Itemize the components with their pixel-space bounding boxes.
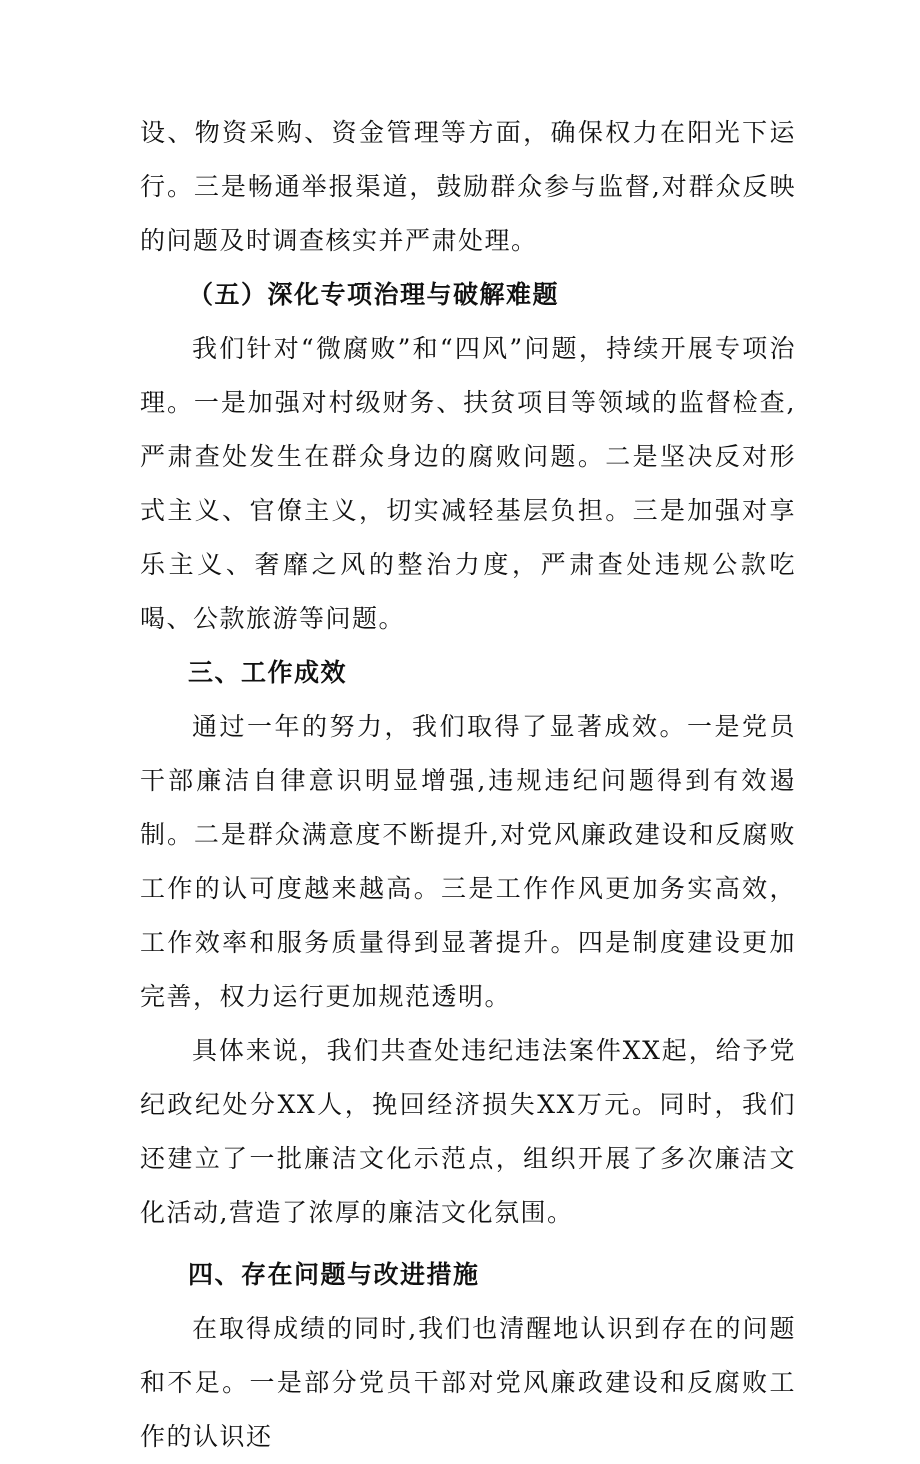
section-heading-results: 三、工作成效 [188, 658, 348, 687]
paragraph-results-details: 具体来说，我们共查处违纪违法案件XX起，给予党纪政纪处分XX人，挽回经济损失XX万元。同时，我们还建立了一批廉洁文化示范点，组织开展了多次廉洁文化活动,营造了浓厚的廉洁文化氛围。 [140, 1036, 796, 1227]
paragraph-problems: 在取得成绩的同时,我们也清醒地认识到存在的问题和不足。一是部分党员干部对党风廉政建设和反腐败工作的认识还 [140, 1314, 796, 1451]
paragraph-results: 通过一年的努力，我们取得了显著成效。一是党员干部廉洁自律意识明显增强,违规违纪问题得到有效遏制。二是群众满意度不断提升,对党风廉政建设和反腐败工作的认可度越来越高。三是工作作风更加务实高效，工作效率和服务质量得到显著提升。四是制度建设更加完善，权力运行更加规范透明。 [140, 712, 796, 1011]
document-body [140, 106, 796, 1464]
paragraph-special-governance: 我们针对“微腐败”和“四风”问题，持续开展专项治理。一是加强对村级财务、扶贫项目等领域的监督检查,严肃查处发生在群众身边的腐败问题。二是坚决反对形式主义、官僚主义，切实减轻基层负担。三是加强对享乐主义、奢靡之风的整治力度，严肃查处违规公款吃喝、公款旅游等问题。 [140, 334, 796, 633]
section-heading-problems: 四、存在问题与改进措施 [188, 1260, 480, 1289]
section-heading-special-governance: （五）深化专项治理与破解难题 [188, 280, 560, 309]
spacer [140, 1240, 796, 1248]
paragraph-continued: 设、物资采购、资金管理等方面，确保权力在阳光下运行。三是畅通举报渠道，鼓励群众参与监督,对群众反映的问题及时调查核实并严肃处理。 [140, 118, 796, 255]
